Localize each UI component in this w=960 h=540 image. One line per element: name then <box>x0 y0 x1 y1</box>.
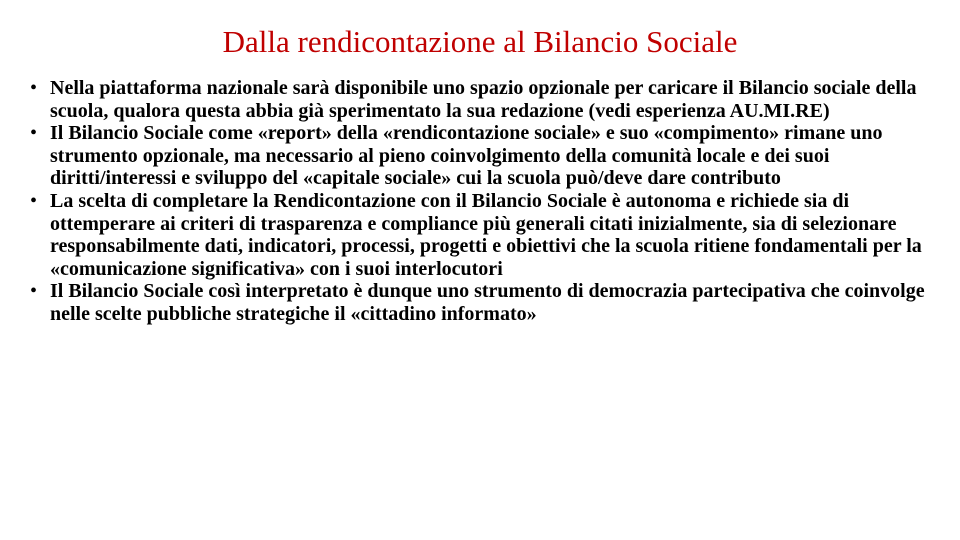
bullet-item <box>30 280 935 325</box>
bullet-text: Il Bilancio Sociale come «report» della «rendicontazione sociale» e suo «compimento» rimane uno strumento opzionale, ma necessario al pieno coinvolgimento della comunità locale e dei suoi diritti/interessi e sviluppo del «capitale sociale» cui la scuola può/deve dare contributo <box>50 122 883 190</box>
bullet-text: La scelta di completare la Rendicontazione con il Bilancio Sociale è autonoma e richiede sia di ottemperare ai criteri di trasparenza e compliance più generali citati inizialmente, sia di selezionare responsabilmente dati, indicatori, processi, progetti e obiettivi che la scuola ritiene fondamentali per la «comunicazione significativa» con i suoi interlocutori <box>50 189 922 280</box>
bullet-dot-icon: • <box>30 280 38 303</box>
bullet-list <box>30 77 935 326</box>
bullet-dot-icon: • <box>30 77 38 99</box>
slide-title: Dalla rendicontazione al Bilancio Sociale <box>222 24 738 59</box>
bullet-text: Il Bilancio Sociale così interpretato è dunque uno strumento di democrazia partecipativa che coinvolge nelle scelte pubbliche strategiche il «cittadino informato» <box>50 280 925 325</box>
bullet-item <box>30 190 935 280</box>
bullet-item <box>30 77 935 122</box>
bullet-dot-icon: • <box>30 189 38 212</box>
bullet-item <box>30 122 935 190</box>
bullet-dot-icon: • <box>30 122 38 145</box>
bullet-text: Nella piattaforma nazionale sarà disponibile uno spazio opzionale per caricare il Bilancio sociale della scuola, qualora questa abbia già sperimentato la sua redazione (vedi esperienza AU.MI.RE) <box>50 77 917 122</box>
